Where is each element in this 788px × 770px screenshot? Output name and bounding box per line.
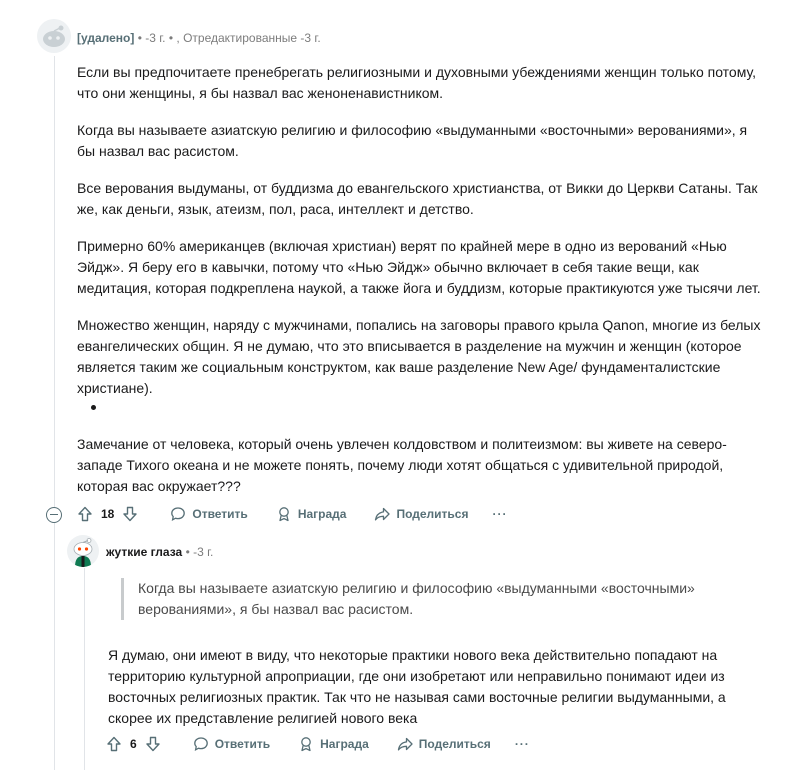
- award-label: Награда: [320, 737, 369, 751]
- comment-icon: [170, 506, 186, 522]
- comment-author[interactable]: [удалено]: [77, 31, 135, 45]
- reply-user-avatar[interactable]: [67, 535, 99, 567]
- comment-paragraph: Множество женщин, наряду с мужчинами, попались на заговоры правого крыла Qanon, многие из белых евангелических общин. Я не думаю, что это вписывается в разделение на мужчин и женщин (которое является таким же социальным конструктом, как ваше разделение New Age/ фундаменталистские христиане).: [77, 317, 761, 396]
- thread-line-main: [54, 56, 55, 508]
- upvote-icon[interactable]: [106, 736, 122, 752]
- empty-list-bullet: [91, 405, 96, 410]
- comment-meta: [77, 31, 321, 45]
- more-options-button[interactable]: [515, 737, 530, 751]
- vote-count: 6: [130, 737, 137, 751]
- comment-body: [77, 62, 767, 399]
- reply-label: Ответить: [214, 737, 271, 751]
- comment-paragraph: Все верования выдуманы, от буддизма до евангельского христианства, от Викки до Церкви Сатаны. Так же, как деньги, язык, атеизм, пол, раса, интеллект и детство.: [77, 180, 758, 217]
- award-icon: [298, 736, 314, 752]
- award-button[interactable]: [298, 736, 369, 752]
- comment-paragraph: Примерно 60% американцев (включая христиан) верят по крайней мере в одно из верований «Нью Эйдж». Я беру его в кавычки, потому что «Нью Эйдж» обычно включает в себя такие вещи, как медитация, которая подкреплена наукой, а также йога и буддизм, которые практикуются уже тысячи лет.: [77, 238, 761, 296]
- reply-label: Ответить: [192, 507, 248, 521]
- comment-paragraph: Когда вы называете азиатскую религию и философию «выдуманными «восточными» верованиями», я бы назвал вас расистом.: [77, 122, 748, 159]
- meta-separator: •: [137, 31, 142, 45]
- award-button[interactable]: [276, 506, 347, 522]
- share-button[interactable]: [397, 736, 491, 752]
- share-label: Поделиться: [396, 507, 469, 521]
- downvote-icon[interactable]: [145, 736, 161, 752]
- comment-paragraph: Если вы предпочитаете пренебрегать религиозными и духовными убеждениями женщин только потому, что они женщины, я бы назвал вас женоненавистником.: [77, 64, 756, 101]
- more-options-button[interactable]: [492, 507, 507, 521]
- blockquote: Когда вы называете азиатскую религию и философию «выдуманными «восточными» верованиями», я бы назвал вас расистом.: [121, 578, 730, 620]
- comment-body-last: [77, 434, 767, 497]
- reply-meta: [106, 545, 213, 559]
- vote-group: [77, 506, 138, 522]
- share-icon: [397, 736, 413, 752]
- vote-count: 18: [101, 507, 115, 521]
- comment-edited: , Отредактированные -3 г.: [176, 31, 321, 45]
- award-label: Награда: [297, 507, 347, 521]
- collapse-thread-button[interactable]: [46, 507, 62, 523]
- reply-body: Я думаю, они имеют в виду, что некоторые практики нового века действительно попадают на территорию культурной апроприации, где они изобретают или неправильно понимают идеи из восточных религиозных практик. Так что не называя сами восточные религии выдуманными, а скорее их представление религией нового века: [108, 647, 726, 726]
- more-icon: ···: [514, 737, 530, 751]
- comment-time[interactable]: -3 г.: [145, 31, 166, 45]
- meta-separator: •: [185, 545, 190, 559]
- meta-separator: •: [168, 31, 174, 45]
- award-icon: [276, 506, 292, 522]
- reply-time[interactable]: -3 г.: [193, 545, 214, 559]
- comment-icon: [193, 736, 209, 752]
- deleted-user-avatar[interactable]: [37, 19, 71, 53]
- reply-actions: [106, 736, 558, 752]
- thread-line-reply: [84, 568, 85, 770]
- comment-actions: [77, 506, 535, 522]
- vote-group: [106, 736, 161, 752]
- more-icon: ···: [492, 507, 508, 521]
- upvote-icon[interactable]: [77, 506, 93, 522]
- downvote-icon[interactable]: [122, 506, 138, 522]
- share-button[interactable]: [374, 506, 468, 522]
- share-label: Поделиться: [418, 737, 491, 751]
- reply-author[interactable]: жуткие глаза: [106, 545, 183, 559]
- reply-button[interactable]: [193, 736, 270, 752]
- reply-button[interactable]: [170, 506, 247, 522]
- comment-paragraph: Замечание от человека, который очень увлечен колдовством и политеизмом: вы живете на северо-западе Тихого океана и не можете понять, почему люди хотят общаться с удивительной природой, которая вас окружает???: [77, 436, 727, 494]
- thread-line-main-lower: [54, 522, 55, 770]
- share-icon: [374, 506, 390, 522]
